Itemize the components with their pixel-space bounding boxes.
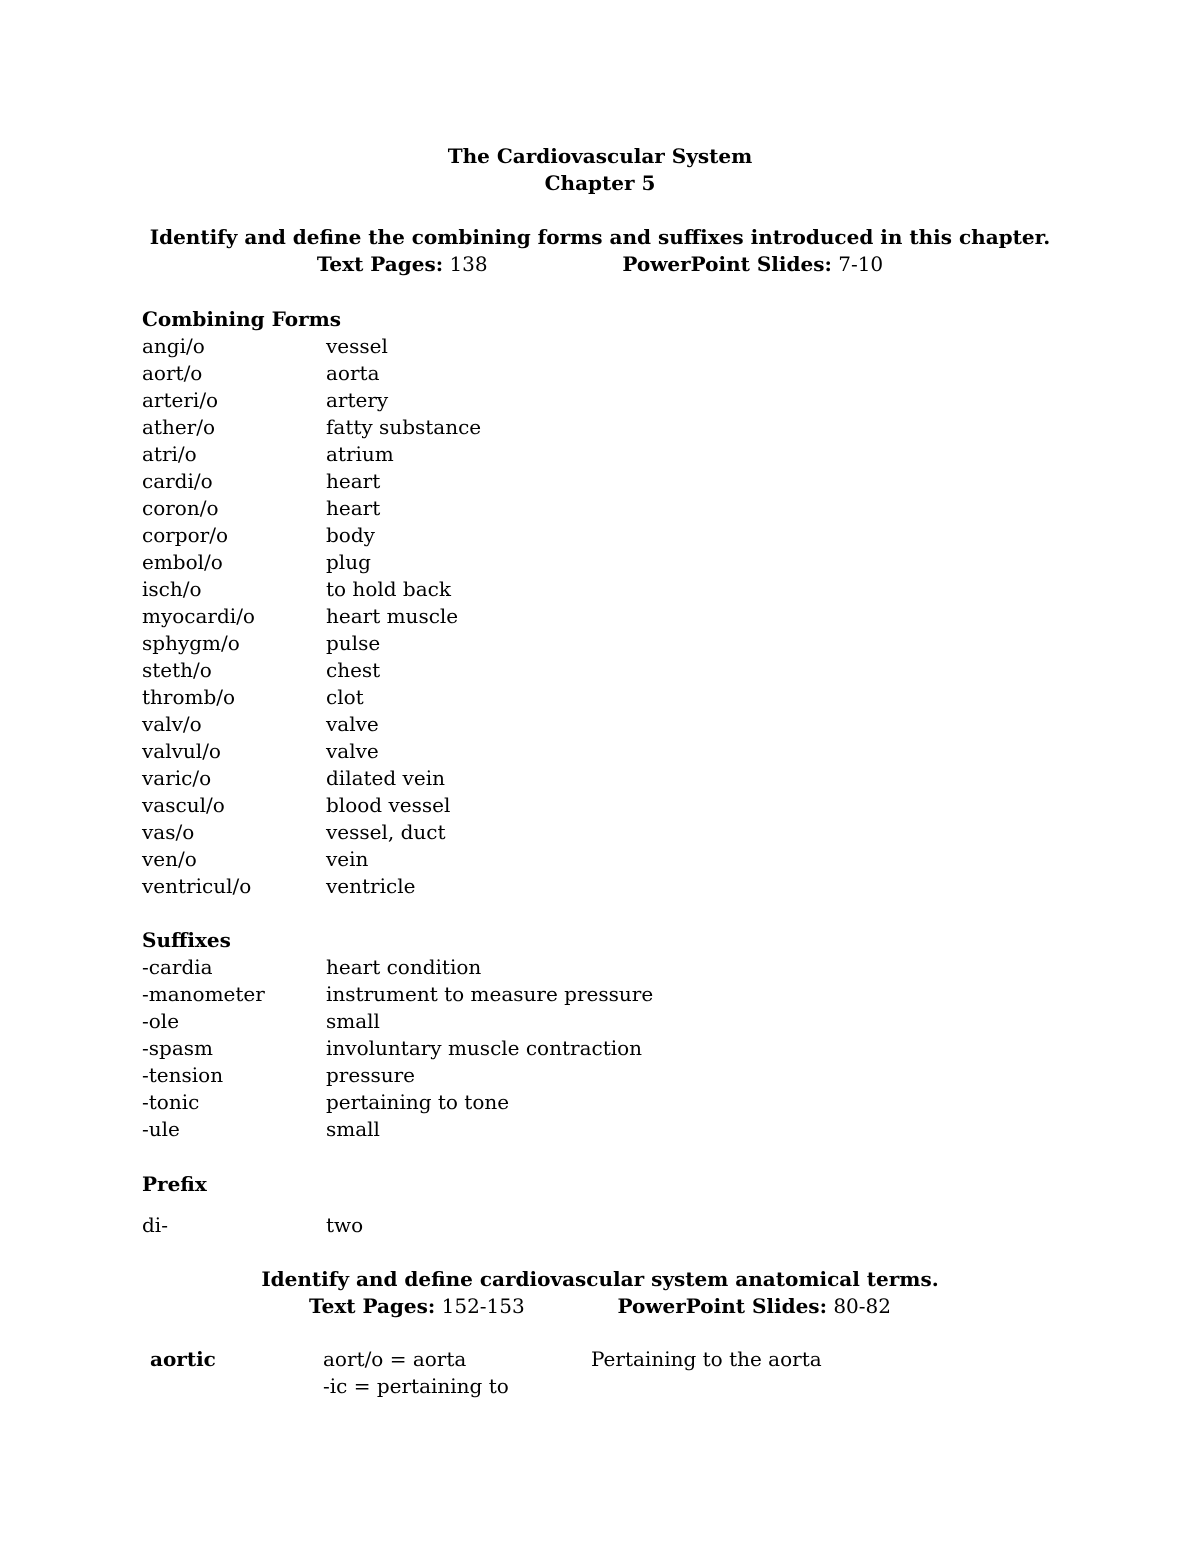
term-definition: fatty substance [326, 415, 482, 439]
term-definition: small [326, 1009, 380, 1033]
term-row [142, 333, 1102, 360]
term: coron/o [142, 496, 219, 520]
term-definition: pulse [326, 631, 381, 655]
term-row [142, 576, 1102, 603]
term: valv/o [142, 712, 202, 736]
slides-label: PowerPoint Slides: [617, 1294, 827, 1318]
term-definition: vessel [326, 334, 388, 358]
objective-heading-1: Identify and define the combining forms and suffixes introduced in this chapter. [149, 225, 1051, 249]
term-row [142, 711, 1102, 738]
term-row [142, 630, 1102, 657]
term-row [142, 1212, 1102, 1239]
term-row [142, 603, 1102, 630]
objective-meta-1 [0, 251, 1200, 278]
anatomical-term: aortic [150, 1347, 216, 1371]
term-definition: ventricle [326, 874, 416, 898]
term-row [142, 360, 1102, 387]
term-definition: heart [326, 469, 381, 493]
chapter-label: Chapter 5 [544, 171, 656, 195]
objective-meta-2 [0, 1293, 1200, 1320]
text-pages-label: Text Pages: [316, 252, 444, 276]
term-definition: atrium [326, 442, 394, 466]
suffixes-list [142, 954, 1102, 1143]
term-row [142, 792, 1102, 819]
term-definition: aorta [326, 361, 380, 385]
anatomical-definition: Pertaining to the aorta [591, 1347, 822, 1371]
term: angi/o [142, 334, 205, 358]
suffixes-section [142, 927, 1102, 1143]
document-title: The Cardiovascular System [447, 144, 753, 168]
term: vascul/o [142, 793, 225, 817]
term-row [142, 1008, 1102, 1035]
term: corpor/o [142, 523, 228, 547]
term-definition: heart [326, 496, 381, 520]
term-row [142, 846, 1102, 873]
term-row [142, 387, 1102, 414]
term-row [142, 738, 1102, 765]
title-block [0, 143, 1200, 197]
term-row [142, 495, 1102, 522]
term: -tension [142, 1063, 224, 1087]
term-definition: dilated vein [326, 766, 445, 790]
term: varic/o [142, 766, 212, 790]
term-definition: small [326, 1117, 380, 1141]
term-definition: pressure [326, 1063, 416, 1087]
term: myocardi/o [142, 604, 255, 628]
term: thromb/o [142, 685, 236, 709]
term-row [142, 765, 1102, 792]
term-row [142, 1035, 1102, 1062]
word-part: aort/o = aorta [323, 1347, 467, 1371]
term-definition: chest [326, 658, 381, 682]
term-definition: heart condition [326, 955, 482, 979]
term: -spasm [142, 1036, 213, 1060]
slides-value: 7-10 [838, 252, 884, 276]
term-row [142, 684, 1102, 711]
term-definition: vessel, duct [326, 820, 446, 844]
term: -cardia [142, 955, 213, 979]
term: ventricul/o [142, 874, 252, 898]
term-definition: two [326, 1213, 364, 1237]
section-title: Suffixes [142, 928, 231, 952]
term-row [142, 522, 1102, 549]
term-row [142, 1089, 1102, 1116]
term-definition: clot [326, 685, 364, 709]
term-row [142, 873, 1102, 900]
term-row [142, 441, 1102, 468]
term-definition: to hold back [326, 577, 451, 601]
term: -ole [142, 1009, 180, 1033]
term-definition: vein [326, 847, 369, 871]
term-definition: plug [326, 550, 371, 574]
term-row [142, 819, 1102, 846]
text-pages-label: Text Pages: [309, 1294, 436, 1318]
term-row [142, 657, 1102, 684]
term-row [142, 1116, 1102, 1143]
slides-value: 80-82 [833, 1294, 891, 1318]
term-row [142, 468, 1102, 495]
term-definition: blood vessel [326, 793, 451, 817]
term-definition: pertaining to tone [326, 1090, 510, 1114]
prefix-section [142, 1171, 1102, 1239]
term: vas/o [142, 820, 195, 844]
term: ather/o [142, 415, 216, 439]
term-row [142, 981, 1102, 1008]
term-definition: valve [326, 712, 379, 736]
section-title: Combining Forms [142, 307, 342, 331]
term: arteri/o [142, 388, 219, 412]
term-row [142, 954, 1102, 981]
term: isch/o [142, 577, 202, 601]
term: valvul/o [142, 739, 221, 763]
term-definition: valve [326, 739, 379, 763]
term: atri/o [142, 442, 197, 466]
term: di- [142, 1213, 168, 1237]
term: aort/o [142, 361, 203, 385]
term-definition: body [326, 523, 375, 547]
term: sphygm/o [142, 631, 240, 655]
term: -tonic [142, 1090, 200, 1114]
term-definition: artery [326, 388, 389, 412]
combining-forms-list [142, 333, 1102, 900]
text-pages-value: 138 [449, 252, 488, 276]
section-title: Prefix [142, 1172, 207, 1196]
term-definition: heart muscle [326, 604, 459, 628]
term-definition: involuntary muscle contraction [326, 1036, 643, 1060]
term: -manometer [142, 982, 265, 1006]
term-row [142, 414, 1102, 441]
term: -ule [142, 1117, 180, 1141]
text-pages-value: 152-153 [441, 1294, 525, 1318]
term: steth/o [142, 658, 212, 682]
word-part: -ic = pertaining to [323, 1374, 509, 1398]
term-definition: instrument to measure pressure [326, 982, 654, 1006]
term-row [142, 1062, 1102, 1089]
prefix-list [142, 1212, 1102, 1239]
term: embol/o [142, 550, 223, 574]
term: ven/o [142, 847, 197, 871]
slides-label: PowerPoint Slides: [622, 252, 832, 276]
combining-forms-section [142, 306, 1102, 900]
objective-heading-2: Identify and define cardiovascular system anatomical terms. [261, 1267, 939, 1291]
term-row [142, 549, 1102, 576]
term: cardi/o [142, 469, 213, 493]
word-parts [323, 1346, 583, 1400]
